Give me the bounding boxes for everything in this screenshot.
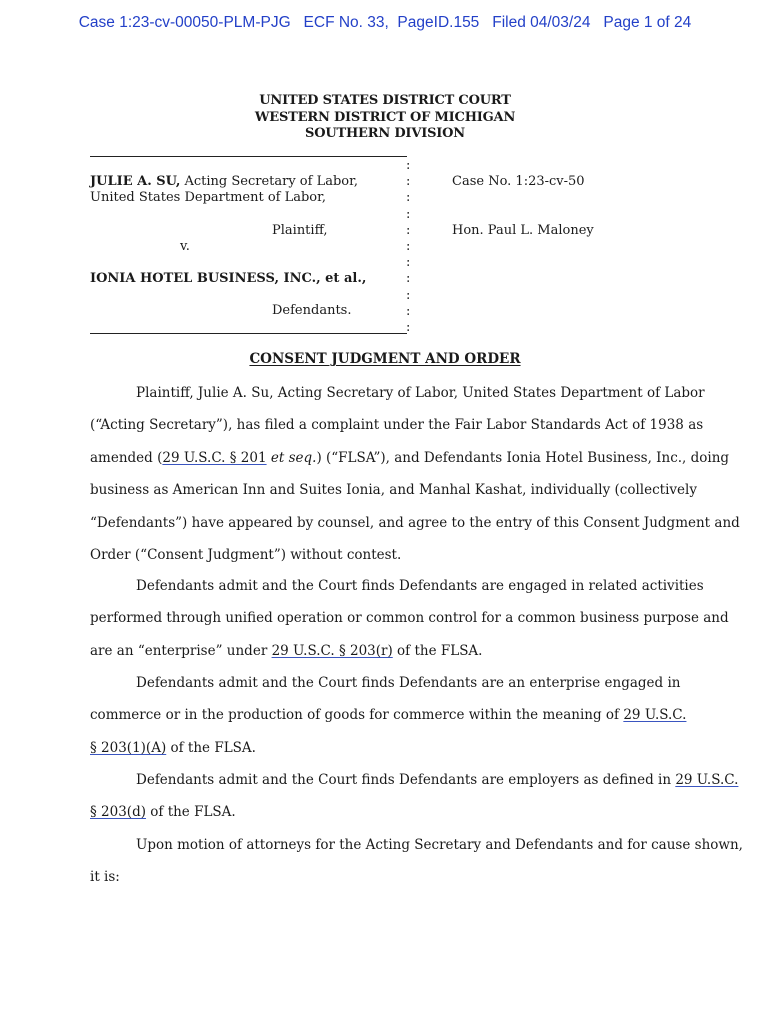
text-line: “Defendants”) have appeared by counsel, and agree to the entry of this Consent Judgment and [90,514,740,531]
text-line: Order (“Consent Judgment”) without contest. [90,547,402,564]
colon: : [406,222,411,238]
text-run: Defendants admit and the Court finds Defendants are employers as defined in [136,772,676,788]
colon: : [406,271,411,287]
versus: v. [180,239,190,254]
text-line [90,764,739,796]
court-division: SOUTHERN DIVISION [305,126,465,141]
colon: : [406,190,411,206]
text-line: business as American Inn and Suites Ionia, and Manhal Kashat, individually (collectively [90,482,697,499]
plaintiff-department: United States Department of Labor, [90,190,327,205]
text-run: of the FLSA. [166,739,256,756]
text-run: are an “enterprise” under [90,642,272,659]
text-line: it is: [90,869,120,886]
text-line: (“Acting Secretary”), has filed a complaint under the Fair Labor Standards Act of 1938 as [90,417,704,434]
text-run: of the FLSA. [392,642,483,659]
court-district: WESTERN DISTRICT OF MICHIGAN [254,109,516,125]
judge-name: Hon. Paul L. Maloney [452,223,594,238]
text-line: Defendants admit and the Court finds Defendants are an enterprise engaged in [136,675,681,691]
colon: : [406,303,411,319]
paragraph-4 [90,764,739,829]
paragraph-1 [90,377,740,571]
caption-colon-column [406,158,416,336]
text-line [90,796,675,828]
text-run: commerce or in the production of goods for commerce within the meaning of [90,707,624,724]
text-line [90,442,730,474]
text-line: Plaintiff, Julie A. Su, Acting Secretary of Labor, United States Department of Labor [136,385,705,401]
colon: : [406,255,411,271]
italic-text: et seq. [270,449,317,466]
text-line [90,732,675,764]
ecf-filing-header: Case 1:23-cv-00050-PLM-PJG ECF No. 33, PageID.155 Filed 04/03/24 Page 1 of 24 [78,14,692,31]
document-title: CONSENT JUDGMENT AND ORDER [249,351,521,367]
citation-link[interactable]: § 203(d) [90,804,146,821]
citation-link[interactable]: 29 U.S.C. § 201 [162,449,267,466]
text-line [90,635,675,667]
defendant-role: Defendants. [272,303,352,318]
text-run: amended ( [90,449,163,466]
colon: : [406,238,411,254]
citation-link[interactable]: 29 U.S.C. [623,707,687,724]
paragraph-3 [90,667,687,764]
colon: : [406,319,411,335]
citation-link[interactable]: 29 U.S.C. [675,772,739,788]
court-heading [0,93,770,143]
text-line: performed through unified operation or common control for a common business purpose and [90,610,729,627]
text-run: ) (“FLSA”), and Defendants Ionia Hotel Business, Inc., doing [316,449,730,466]
paragraph-5 [90,829,743,894]
text-line [90,699,687,731]
caption-top-rule [90,156,407,157]
colon: : [406,287,411,303]
defendant-name: IONIA HOTEL BUSINESS, INC., et al., [90,271,367,286]
plaintiff-name: JULIE A. SU, [90,174,181,189]
colon: : [406,174,411,190]
plaintiff-title: Acting Secretary of Labor, [180,174,359,189]
caption-bottom-rule [90,333,407,334]
text-run: of the FLSA. [145,804,236,821]
text-line: Upon motion of attorneys for the Acting Secretary and Defendants and for cause shown, [136,837,743,853]
paragraph-2 [90,570,729,667]
colon: : [406,206,411,222]
court-name: UNITED STATES DISTRICT COURT [259,93,511,108]
case-number: Case No. 1:23-cv-50 [452,174,585,189]
plaintiff-line [90,174,358,190]
citation-link[interactable]: § 203(1)(A) [90,739,167,756]
colon: : [406,158,411,173]
text-line: Defendants admit and the Court finds Defendants are engaged in related activities [136,578,704,594]
citation-link[interactable]: 29 U.S.C. § 203(r) [271,642,393,659]
plaintiff-role: Plaintiff, [272,223,328,238]
